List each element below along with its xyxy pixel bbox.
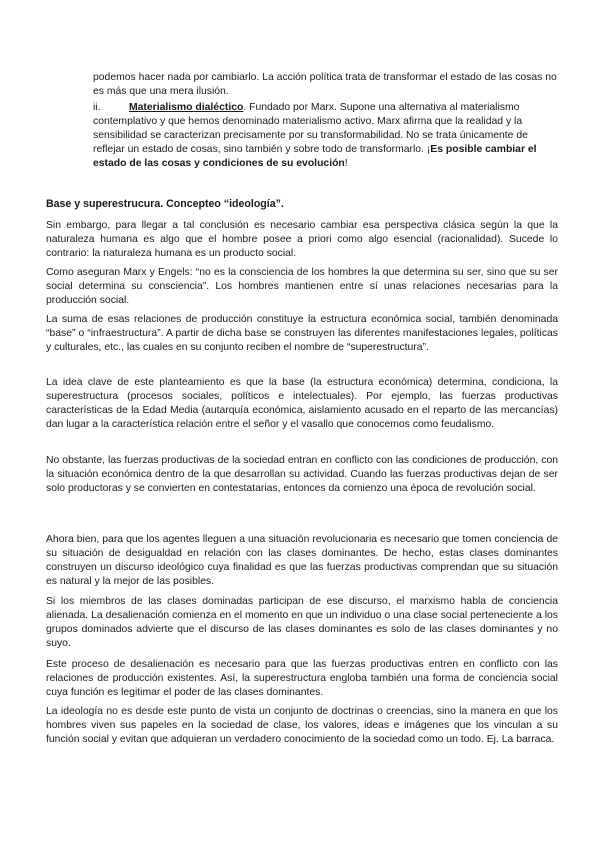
paragraph-4: La idea clave de este planteamiento es que la base (la estructura económica) determina, condiciona, la superestructura (procesos sociales, políticos e intelectuales). Por ejemplo, las fuerzas productivas características de la Edad Media (autarquía económica, aislamiento acusado en el reparto de las mercancías) dan lugar a la característica relación entre el señor y el vasallo que conocemos como feudalismo.	[46, 377, 558, 430]
paragraph-3: La suma de esas relaciones de producción constituye la estructura económica social, también denominada “base” o “infraestructura”. A partir de dicha base se construyen las diferentes manifestaciones legales, políticas y culturales, etc., las cuales en su conjunto reciben el nombre de “superestructura”.	[46, 314, 558, 353]
paragraph-7: Si los miembros de las clases dominadas participan de ese discurso, el marxismo habla de conciencia alienada. La desalienación comienza en el momento en que un individuo o una clase social perteneciente a los grupos dominados advierte que el discurso de las clases dominantes es solo de las clases dominantes y no suyo.	[46, 596, 558, 649]
list-item-materialismo-dialectico	[93, 101, 558, 171]
item-end: !	[344, 158, 348, 169]
item-title: Materialismo dialéctico	[129, 102, 244, 113]
paragraph-2: Como aseguran Marx y Engels: “no es la consciencia de los hombres la que determina su ser, sino que su ser social determina su consciencia”. Los hombres mantienen entre sí unas relaciones necesarias para la producción social.	[46, 267, 558, 306]
paragraph-6: Ahora bien, para que los agentes lleguen a una situación revolucionaria es necesario que tomen conciencia de su situación de desigualdad en relación con las clases dominantes. De hecho, estas clases dominantes construyen un discurso ideológico cuya finalidad es que las fuerzas productivas comprendan que su situación es natural y la mejor de las posibles.	[46, 534, 558, 587]
paragraph-5: No obstante, las fuerzas productivas de la sociedad entran en conflicto con las condiciones de producción, con la situación económica dentro de la que desarrollan su actividad. Cuando las fuerzas productivas dejan de ser solo productoras y se convierten en contestatarias, entonces da comienzo una época de revolución social.	[46, 455, 558, 494]
continuation-paragraph: podemos hacer nada por cambiarlo. La acción política trata de transformar el estado de las cosas no es más que una mera ilusión.	[93, 72, 557, 97]
item-body: . Fundado por Marx. Supone una alternativa al materialismo contemplativo y que hemos denominado materialismo activo. Marx afirma que la realidad y la sensibilidad se caracterizan precisamente por su transformabilidad. No se trata únicamente de reflejar un estado de cosas, sino también y sobre todo de transformarlo. ¡	[93, 102, 528, 155]
paragraph-1: Sin embargo, para llegar a tal conclusión es necesario cambiar esa perspectiva clásica según la que la naturaleza humana es algo que el hombre posee a priori como algo esencial (racionalidad). Sucede lo contrario: la naturaleza humana es un producto social.	[46, 220, 558, 259]
paragraph-9: La ideología no es desde este punto de vista un conjunto de doctrinas o creencias, sino la manera en que los hombres viven sus papeles en la sociedad de clase, los valores, ideas e imágenes que los vinculan a su función social y evitan que adquieran un verdadero conocimiento de la sociedad como un todo. Ej. La barraca.	[46, 706, 558, 745]
section-heading: Base y superestrucura. Concepteo “ideología”.	[46, 198, 284, 210]
list-item-number: ii.	[93, 102, 101, 113]
paragraph-8: Este proceso de desalienación es necesario para que las fuerzas productivas entren en conflicto con las relaciones de producción existentes. Así, la superestructura engloba también una forma de conciencia social cuya función es legitimar el poder de las clases dominantes.	[46, 659, 558, 698]
item-bold-statement: Es posible cambiar el estado de las cosas y condiciones de su evolución	[93, 144, 537, 169]
